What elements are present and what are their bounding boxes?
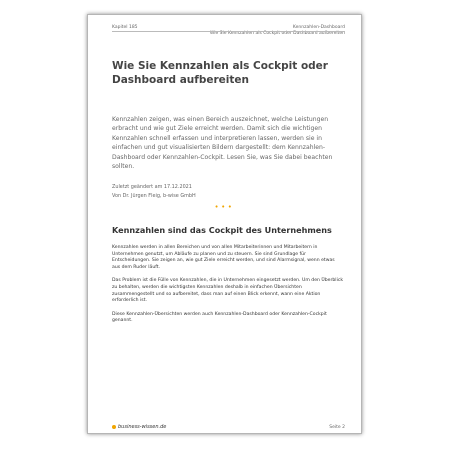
author-line: Von Dr. Jürgen Fleig, b-wise GmbH (112, 192, 196, 199)
running-header-line1: Kennzahlen-Dashboard (292, 25, 345, 30)
section-heading: Kennzahlen sind das Cockpit des Unternehmens (112, 225, 332, 235)
logo-dot-icon (112, 425, 116, 429)
logo-text: business-wissen.de (118, 424, 167, 430)
section-body (112, 245, 344, 332)
page-title: Wie Sie Kennzahlen als Cockpit oder Dashboard aufbereiten (112, 60, 328, 86)
article-meta (112, 183, 196, 200)
document-page (87, 14, 362, 434)
updated-date: Zuletzt geändert am 17.12.2021 (112, 184, 192, 190)
body-paragraph: Diese Kennzahlen-Übersichten werden auch Kennzahlen-Dashboard oder Kennzahlen-Cockpit genannt. (112, 311, 327, 324)
header-divider (112, 31, 345, 32)
chapter-label: Kapitel 185 (112, 25, 138, 30)
intro-paragraph: Kennzahlen zeigen, was einen Bereich auszeichnet, welche Leistungen erbracht und wie gut Ziele erreicht werden. Damit sich die wichtigen Kennzahlen schnell erfassen und interpretieren lassen, werden sie in einfachen und gut visualisierten Bildern dargestellt: dem Kennzahlen-Dashboard oder Kennzahlen-Cockpit. Lesen Sie, was Sie dabei beachten sollten. (112, 116, 333, 171)
running-header-line2: Wie Sie Kennzahlen als Cockpit oder Dashboard aufbereiten (209, 31, 345, 36)
body-paragraph: Kennzahlen werden in allen Bereichen und von allen Mitarbeiterinnen und Mitarbeitern in Unternehmen genutzt, um Abläufe zu planen und zu steuern. Sie sind Grundlage für Entscheidungen. Sie zeigen an, wie gut Ziele erreicht werden, und sind Alarmsignal, wenn etwas aus dem Ruder läuft. (112, 245, 335, 270)
body-paragraph: Das Problem ist die Fülle von Kennzahlen, die in Unternehmen eingesetzt werden. Um den Überblick zu behalten, werden die wichtigsten Kennzahlen deshalb in einfachen Übersichten zusammengestellt und so aufbereitet, dass man auf einen Blick erkennt, wann eine Aktion erforderlich ist. (112, 278, 344, 304)
site-logo (112, 424, 166, 430)
section-separator: ••• (214, 203, 235, 211)
page-number: Seite 2 (329, 425, 345, 430)
